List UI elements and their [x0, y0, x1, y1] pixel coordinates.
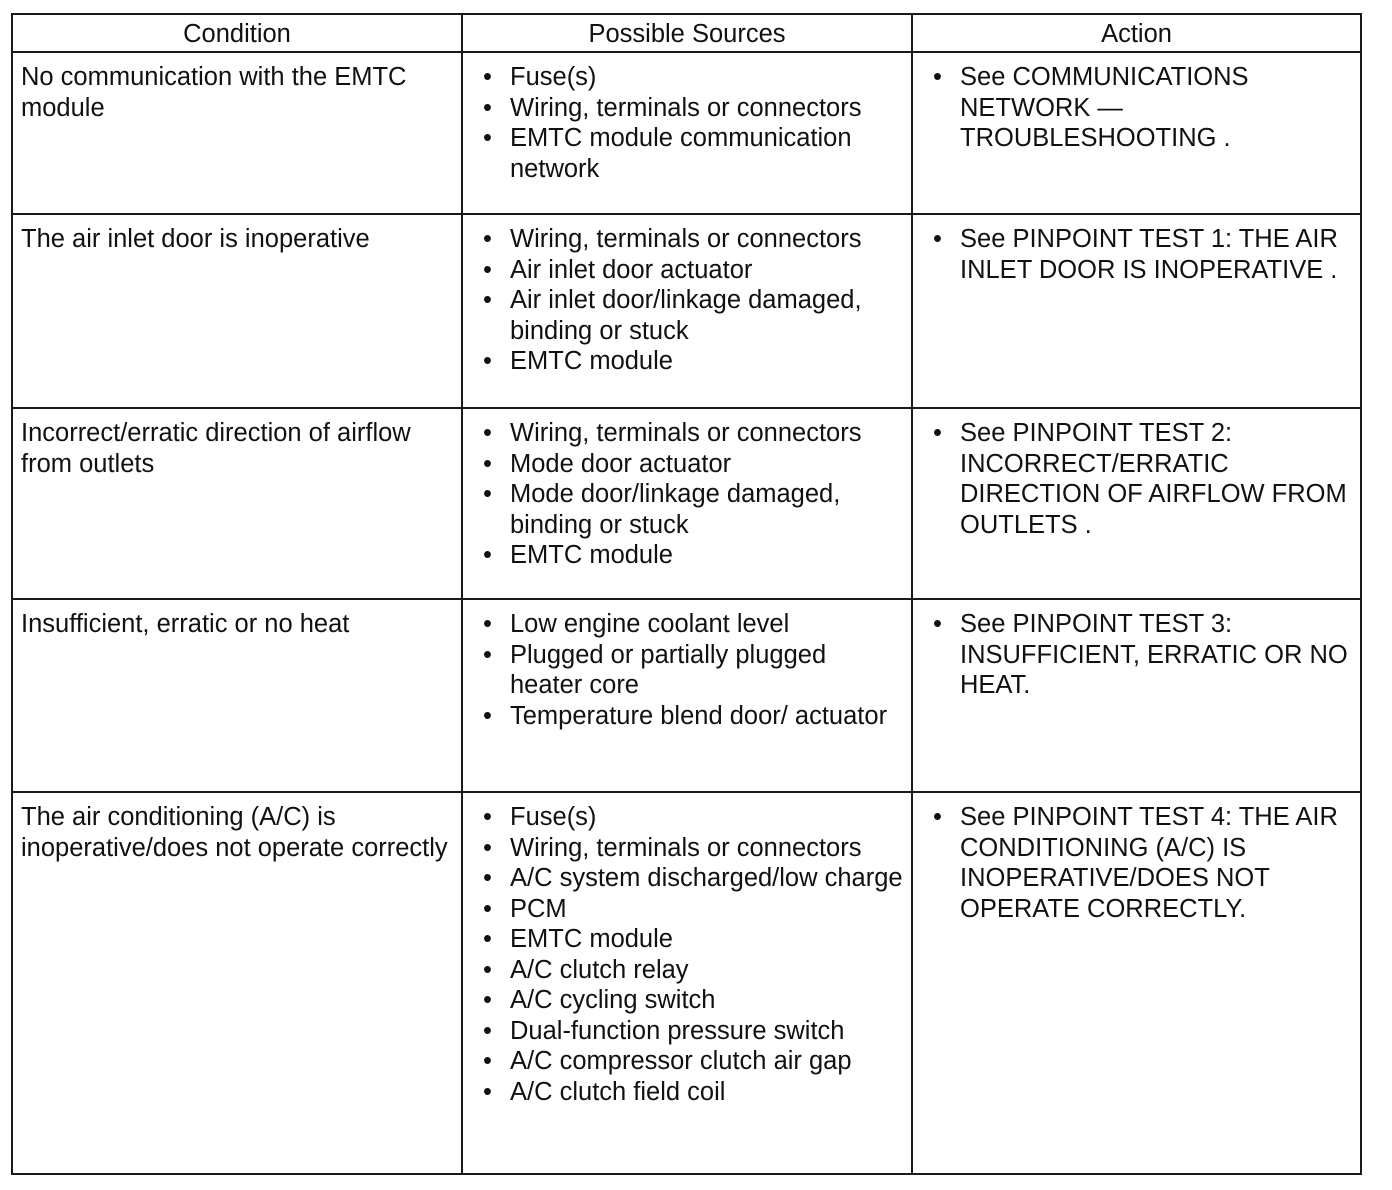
list-item: • See PINPOINT TEST 4: THE AIR CONDITIONING (A/C) IS INOPERATIVE/DOES NOT OPERATE CORRECTLY.: [921, 802, 1352, 924]
list-item: • EMTC module communication network: [471, 123, 903, 184]
list-item: • EMTC module: [471, 540, 903, 571]
header-action: Action: [912, 14, 1361, 52]
action-list: [921, 609, 1352, 701]
table-row: [12, 214, 1361, 408]
list-item: • Low engine coolant level: [471, 609, 903, 640]
sources-list: [471, 418, 903, 571]
condition-cell: No communication with the EMTC module: [12, 52, 462, 214]
list-item: • Wiring, terminals or connectors: [471, 418, 903, 449]
list-item: • Mode door actuator: [471, 449, 903, 480]
action-list: [921, 802, 1352, 924]
list-item: • See PINPOINT TEST 1: THE AIR INLET DOOR IS INOPERATIVE .: [921, 224, 1352, 285]
action-cell: [912, 214, 1361, 408]
list-item: • Dual-function pressure switch: [471, 1016, 903, 1047]
sources-cell: [462, 792, 912, 1174]
list-item: • Wiring, terminals or connectors: [471, 833, 903, 864]
list-item: • See PINPOINT TEST 3: INSUFFICIENT, ERRATIC OR NO HEAT.: [921, 609, 1352, 701]
list-item: • Plugged or partially plugged heater core: [471, 640, 903, 701]
list-item: • Air inlet door/linkage damaged, binding or stuck: [471, 285, 903, 346]
action-cell: [912, 52, 1361, 214]
sources-list: [471, 224, 903, 377]
list-item: • A/C compressor clutch air gap: [471, 1046, 903, 1077]
list-item: • Wiring, terminals or connectors: [471, 224, 903, 255]
action-cell: [912, 599, 1361, 792]
table-row: [12, 408, 1361, 599]
sources-cell: [462, 599, 912, 792]
action-list: [921, 62, 1352, 154]
sources-cell: [462, 214, 912, 408]
list-item: • Mode door/linkage damaged, binding or stuck: [471, 479, 903, 540]
sources-cell: [462, 52, 912, 214]
table-row: [12, 52, 1361, 214]
list-item: • PCM: [471, 894, 903, 925]
list-item: • EMTC module: [471, 924, 903, 955]
action-list: [921, 418, 1352, 540]
condition-cell: The air inlet door is inoperative: [12, 214, 462, 408]
list-item: • See PINPOINT TEST 2: INCORRECT/ERRATIC DIRECTION OF AIRFLOW FROM OUTLETS .: [921, 418, 1352, 540]
condition-cell: The air conditioning (A/C) is inoperative/does not operate correctly: [12, 792, 462, 1174]
list-item: • Air inlet door actuator: [471, 255, 903, 286]
sources-list: [471, 609, 903, 731]
action-cell: [912, 408, 1361, 599]
header-row: [12, 14, 1361, 52]
header-possible-sources: Possible Sources: [462, 14, 912, 52]
header-condition: Condition: [12, 14, 462, 52]
list-item: • Wiring, terminals or connectors: [471, 93, 903, 124]
list-item: • Fuse(s): [471, 802, 903, 833]
action-list: [921, 224, 1352, 285]
condition-cell: Insufficient, erratic or no heat: [12, 599, 462, 792]
list-item: • See COMMUNICATIONS NETWORK — TROUBLESHOOTING .: [921, 62, 1352, 154]
sources-list: [471, 802, 903, 1107]
list-item: • A/C clutch relay: [471, 955, 903, 986]
table-row: [12, 599, 1361, 792]
list-item: • Fuse(s): [471, 62, 903, 93]
list-item: • Temperature blend door/ actuator: [471, 701, 903, 732]
symptom-chart-table: [11, 13, 1362, 1175]
action-cell: [912, 792, 1361, 1174]
list-item: • A/C system discharged/low charge: [471, 863, 903, 894]
list-item: • A/C clutch field coil: [471, 1077, 903, 1108]
sources-list: [471, 62, 903, 184]
list-item: • EMTC module: [471, 346, 903, 377]
condition-cell: Incorrect/erratic direction of airflow from outlets: [12, 408, 462, 599]
list-item: • A/C cycling switch: [471, 985, 903, 1016]
sources-cell: [462, 408, 912, 599]
table-row: [12, 792, 1361, 1174]
